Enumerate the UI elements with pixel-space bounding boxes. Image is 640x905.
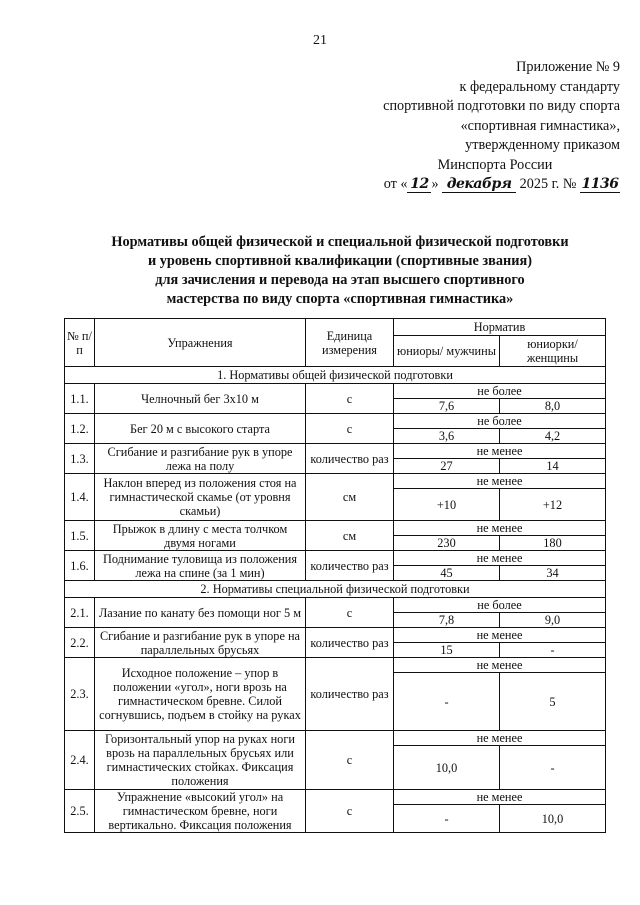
header-exercise: Упражнения <box>95 319 306 367</box>
row-men-value: 3,6 <box>394 429 500 444</box>
row-exercise: Сгибание и разгибание рук в упоре лежа на полу <box>95 444 306 474</box>
row-unit: см <box>306 474 394 521</box>
row-unit: количество раз <box>306 551 394 581</box>
date-year: 2025 г. № <box>519 176 577 192</box>
row-num: 1.5. <box>65 521 95 551</box>
row-num: 1.3. <box>65 444 95 474</box>
row-condition: не менее <box>394 521 606 536</box>
table-row <box>65 658 606 673</box>
section-title: 2. Нормативы специальной физической подготовки <box>65 581 606 598</box>
section-title: 1. Нормативы общей физической подготовки <box>65 367 606 384</box>
table-row <box>65 384 606 399</box>
row-exercise: Наклон вперед из положения стоя на гимнастической скамье (от уровня скамьи) <box>95 474 306 521</box>
row-exercise: Поднимание туловища из положения лежа на спине (за 1 мин) <box>95 551 306 581</box>
row-women-value: 5 <box>500 673 606 731</box>
row-men-value: 7,8 <box>394 613 500 628</box>
table-row <box>65 790 606 805</box>
row-exercise: Челночный бег 3х10 м <box>95 384 306 414</box>
row-exercise: Горизонтальный упор на руках ноги врозь на параллельных брусьях или гимнастических стойках. Фиксация положения <box>95 731 306 790</box>
row-unit: количество раз <box>306 658 394 731</box>
row-men-value: +10 <box>394 489 500 521</box>
row-unit: количество раз <box>306 444 394 474</box>
row-exercise: Бег 20 м с высокого старта <box>95 414 306 444</box>
section-row <box>65 367 606 384</box>
row-num: 1.2. <box>65 414 95 444</box>
table-row <box>65 628 606 643</box>
row-women-value: 4,2 <box>500 429 606 444</box>
row-num: 2.3. <box>65 658 95 731</box>
row-num: 1.1. <box>65 384 95 414</box>
row-men-value: 15 <box>394 643 500 658</box>
row-num: 1.4. <box>65 474 95 521</box>
table-row <box>65 474 606 489</box>
title-line: для зачисления и перевода на этап высшего спортивного <box>155 272 525 288</box>
title-line: и уровень спортивной квалификации (спортивные звания) <box>147 253 533 269</box>
header-num: № п/п <box>65 319 95 367</box>
date-day: 12 <box>407 176 431 193</box>
row-men-value: 7,6 <box>394 399 500 414</box>
table-row <box>65 551 606 566</box>
row-condition: не менее <box>394 551 606 566</box>
row-men-value: - <box>394 805 500 833</box>
row-men-value: 45 <box>394 566 500 581</box>
row-condition: не менее <box>394 628 606 643</box>
row-men-value: 230 <box>394 536 500 551</box>
row-num: 2.5. <box>65 790 95 833</box>
row-unit: с <box>306 414 394 444</box>
appendix-line: спортивной подготовки по виду спорта <box>383 98 620 114</box>
row-condition: не менее <box>394 731 606 746</box>
row-women-value: 14 <box>500 459 606 474</box>
row-condition: не более <box>394 384 606 399</box>
title-line: Нормативы общей физической и специальной физической подготовки <box>111 234 569 250</box>
row-women-value: 180 <box>500 536 606 551</box>
date-prefix: от « <box>383 176 408 192</box>
header-women: юниорки/ женщины <box>500 336 606 367</box>
order-date-line <box>290 175 620 195</box>
row-condition: не менее <box>394 658 606 673</box>
row-men-value: - <box>394 673 500 731</box>
row-exercise: Сгибание и разгибание рук в упоре на параллельных брусьях <box>95 628 306 658</box>
table-row <box>65 598 606 613</box>
appendix-line: утвержденному приказом <box>465 137 620 153</box>
table-row <box>65 731 606 746</box>
row-women-value: +12 <box>500 489 606 521</box>
appendix-block <box>290 58 620 195</box>
row-unit: количество раз <box>306 628 394 658</box>
row-unit: с <box>306 731 394 790</box>
row-exercise: Исходное положение – упор в положении «угол», ноги врозь на гимнастическом бревне. Силой согнувшись, подъем в стойку на руках <box>95 658 306 731</box>
row-exercise: Лазание по канату без помощи ног 5 м <box>95 598 306 628</box>
row-num: 2.2. <box>65 628 95 658</box>
page-number: 21 <box>313 33 327 48</box>
row-unit: с <box>306 598 394 628</box>
header-unit: Единица измерения <box>306 319 394 367</box>
row-unit: с <box>306 790 394 833</box>
row-exercise: Прыжок в длину с места толчком двумя ногами <box>95 521 306 551</box>
norms-table <box>64 318 606 833</box>
row-exercise: Упражнение «высокий угол» на гимнастическом бревне, ноги вертикально. Фиксация положения <box>95 790 306 833</box>
row-unit: с <box>306 384 394 414</box>
header-norm: Норматив <box>394 319 606 336</box>
row-women-value: 10,0 <box>500 805 606 833</box>
appendix-line: к федеральному стандарту <box>459 78 620 95</box>
row-condition: не менее <box>394 474 606 489</box>
row-unit: см <box>306 521 394 551</box>
row-condition: не менее <box>394 444 606 459</box>
row-num: 2.1. <box>65 598 95 628</box>
document-title <box>40 233 640 309</box>
appendix-line: Минспорта России <box>437 156 553 173</box>
row-women-value: - <box>500 746 606 790</box>
row-num: 2.4. <box>65 731 95 790</box>
appendix-line: «спортивная гимнастика», <box>460 117 620 134</box>
row-women-value: 34 <box>500 566 606 581</box>
row-women-value: 8,0 <box>500 399 606 414</box>
header-row <box>65 319 606 336</box>
row-condition: не более <box>394 414 606 429</box>
table-row <box>65 444 606 459</box>
date-separator: » <box>431 176 439 192</box>
appendix-line: Приложение № 9 <box>516 59 620 75</box>
row-condition: не менее <box>394 790 606 805</box>
row-men-value: 10,0 <box>394 746 500 790</box>
order-number: 1136 <box>581 176 619 192</box>
section-row <box>65 581 606 598</box>
title-line: мастерства по виду спорта «спортивная гимнастика» <box>166 291 514 307</box>
row-women-value: - <box>500 643 606 658</box>
row-num: 1.6. <box>65 551 95 581</box>
table-row <box>65 414 606 429</box>
row-men-value: 27 <box>394 459 500 474</box>
date-month: декабря <box>442 176 516 193</box>
row-condition: не более <box>394 598 606 613</box>
header-men: юниоры/ мужчины <box>394 336 500 367</box>
table-row <box>65 521 606 536</box>
row-women-value: 9,0 <box>500 613 606 628</box>
